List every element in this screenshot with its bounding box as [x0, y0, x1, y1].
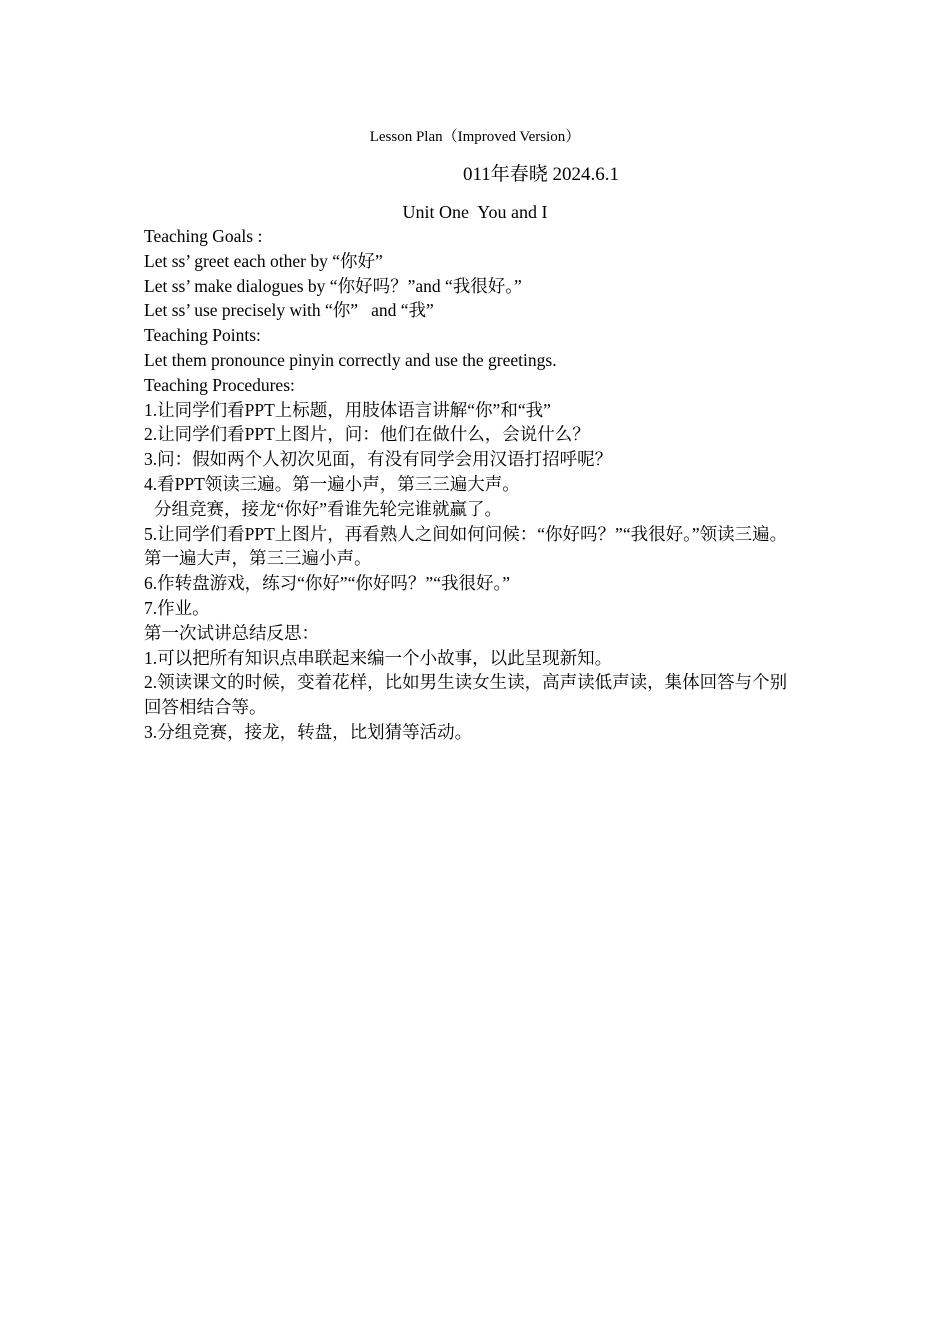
reflection-item: 3.分组竞赛，接龙，转盘，比划猜等活动。 [144, 721, 473, 742]
goals-heading: Teaching Goals : [144, 226, 263, 246]
document-title: Lesson Plan（Improved Version） [369, 129, 581, 145]
goal-item: Let ss’ make dialogues by “你好吗？”and “我很好。” [144, 275, 522, 296]
unit-title: Unit One You and I [402, 202, 548, 222]
procedure-item: 6.作转盘游戏，练习“你好”“你好吗？”“我很好。” [144, 573, 510, 594]
procedure-item: 分组竞赛，接龙“你好”看谁先轮完谁就赢了。 [154, 498, 503, 519]
author-date-line: 011年春晓 2024.6.1 [463, 164, 620, 185]
document-body [144, 224, 794, 745]
reflection-item: 1.可以把所有知识点串联起来编一个小故事，以此呈现新知。 [144, 647, 613, 668]
procedure-item: 3.问：假如两个人初次见面，有没有同学会用汉语打招呼呢？ [144, 449, 613, 470]
procedures-heading: Teaching Procedures: [144, 374, 295, 395]
procedure-item: 2.让同学们看PPT上图片，问：他们在做什么，会说什么？ [144, 424, 590, 445]
procedure-item: 5.让同学们看PPT上图片，再看熟人之间如何问候：“你好吗？”“我很好。”领读三遍。第一遍大声，第三三遍小声。 [144, 523, 788, 569]
reflection-item: 2.领读课文的时候，变着花样，比如男生读女生读，高声读低声读，集体回答与个别回答相结合等。 [144, 672, 788, 718]
reflection-heading: 第一次试讲总结反思： [144, 622, 319, 643]
procedure-item: 4.看PPT领读三遍。第一遍小声，第三三遍大声。 [144, 473, 520, 494]
goal-item: Let ss’ use precisely with “你” and “我” [144, 300, 434, 321]
procedure-item: 7.作业。 [144, 597, 210, 618]
points-heading: Teaching Points: [144, 325, 261, 346]
point-item: Let them pronounce pinyin correctly and use the greetings. [144, 349, 557, 370]
goal-item: Let ss’ greet each other by “你好” [144, 250, 383, 271]
procedure-item: 1.让同学们看PPT上标题，用肢体语言讲解“你”和“我” [144, 399, 551, 420]
